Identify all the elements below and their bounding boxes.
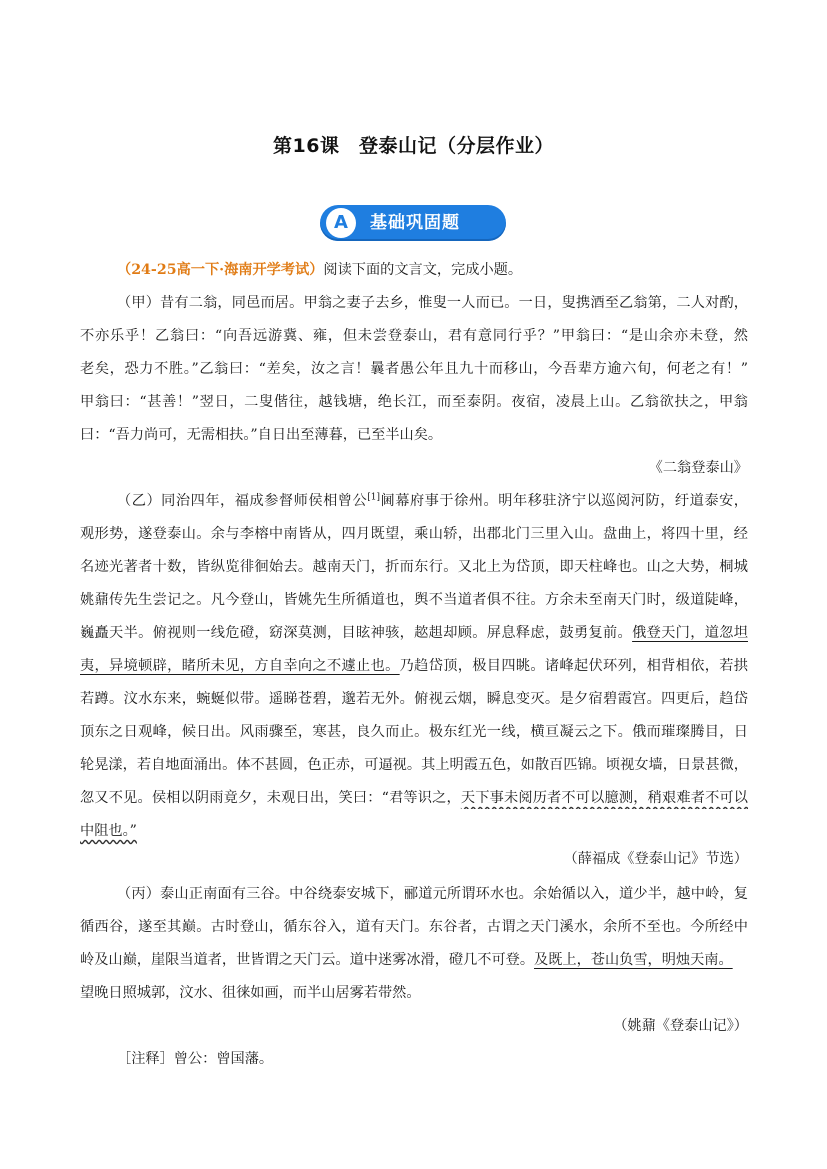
passage-b-attribution: （薛福成《登泰山记》节选） xyxy=(563,851,748,867)
passage-c-line xyxy=(80,949,748,979)
question-prompt: 阅读下面的文言文，完成小题。 xyxy=(323,262,523,278)
underlined-sentence: 夷，异境顿辟，睹所未见，方自幸向之不遽止也。 xyxy=(80,658,400,674)
passage-b-line xyxy=(80,655,748,677)
passage-b-line xyxy=(80,622,748,644)
section-badge-label: 基础巩固题 xyxy=(370,213,460,233)
page-title: 第16课 登泰山记（分层作业） xyxy=(273,135,554,157)
underlined-sentence: 俄登天门，道忽坦 xyxy=(632,625,748,641)
section-badge xyxy=(320,205,506,241)
passage-c-line: （丙）泰山正南面有三谷。中谷绕泰安城下，郦道元所谓环水也。余始循以入，道少半，越中岭，复 xyxy=(117,886,748,902)
question-source: （24-25高一下·海南开学考试） xyxy=(117,262,324,278)
wavy-underlined-sentence: 中阻也。” xyxy=(80,823,137,839)
passage-b-line: 姚鼐传先生尝记之。凡今登山，皆姚先生所循道也，舆不当道者俱不往。方余未至南天门时，级道陡峰， xyxy=(80,592,748,608)
passage-b-text: 阃幕府事于徐州。明年移驻济宁以巡阅河防，纡道泰安， xyxy=(379,493,748,509)
underlined-sentence: 及既上，苍山负雪，明烛天南。 xyxy=(534,952,733,968)
passage-b-line: 若蹲。汶水东来，蜿蜒似带。遥睇苍碧，邈若无外。俯视云烟，瞬息变灭。是夕宿碧霞宫。四更后，趋岱 xyxy=(80,691,748,707)
footnote-marker: [1] xyxy=(367,492,380,503)
passage-b-text: 忽又不见。侯相以阴雨竟夕，未观日出，笑曰：“君等识之， xyxy=(80,790,461,806)
passage-b-text: 乃趋岱顶，极目四眺。诸峰起伏环列，相背相依，若拱 xyxy=(399,658,748,674)
wavy-underlined-sentence: 天下事未阅历者不可以臆测，稍艰难者不可以 xyxy=(460,790,748,806)
passage-c-line: 望晚日照城郭，汶水、徂徕如画，而半山居雾若带然。 xyxy=(80,985,421,1001)
passage-b-line xyxy=(117,490,748,512)
passage-a-line: （甲）昔有二翁，同邑而居。甲翁之妻子去乡，惟叟一人而已。一日，叟携酒至乙翁第，二人对酌， xyxy=(117,295,748,311)
passage-a-line: 曰：“吾力尚可，无需相扶。”自日出至薄暮，已至半山矣。 xyxy=(80,427,443,443)
passage-c-line: 循西谷，遂至其巅。古时登山，循东谷入，道有天门。东谷者，古谓之天门溪水，余所不至也。今所经中 xyxy=(80,919,748,935)
passage-b-line xyxy=(80,820,748,850)
passage-b-line: 顶东之日观峰，候日出。风雨骤至，寒甚，良久而止。极东红光一线，横亘凝云之下。俄而璀璨腾目，日 xyxy=(80,724,748,740)
passage-a-line: 不亦乐乎！乙翁曰：“向吾远游冀、雍，但未尝登泰山，君有意同行乎？”甲翁曰：“是山余亦未登，然 xyxy=(80,328,748,344)
footnote: ［注释］曾公：曾国藩。 xyxy=(117,1051,274,1067)
section-badge-letter: A xyxy=(326,208,356,238)
passage-b-line: 轮晃漾，若自地面涌出。体不甚圆，色正赤，可逼视。其上明霞五色，如散百匹锦。顷视女墙，日景甚微， xyxy=(80,757,748,773)
passage-c-text: 岭及山巅，崖限当道者，世皆谓之天门云。道中迷雾冰滑，磴几不可登。 xyxy=(80,952,535,968)
passage-c-attribution: （姚鼐《登泰山记》） xyxy=(613,1018,748,1034)
passage-a-attribution: 《二翁登泰山》 xyxy=(648,460,748,476)
passage-a-line: 甲翁曰：“甚善！”翌日，二叟偕往，越钱塘，绝长江，而至泰阴。夜宿，凌晨上山。乙翁欲扶之，甲翁 xyxy=(80,394,748,410)
passage-a-line: 老矣，恐力不胜。”乙翁曰：“差矣，汝之言！曩者愚公年且九十而移山，今吾辈方逾六旬，何老之有！” xyxy=(80,361,748,377)
passage-b-line xyxy=(80,787,748,809)
passage-b-text: （乙）同治四年，福成参督师侯相曾公 xyxy=(117,493,368,509)
question-header xyxy=(117,259,748,281)
passage-b-text: 巍矗天半。俯视则一线危磴，窈深莫测，目眩神骇，趑趄却顾。屏息释虑，鼓勇复前。 xyxy=(80,625,633,641)
passage-b-line: 观形势，遂登泰山。余与李榕中南皆从，四月既望，乘山轿，出郡北门三里入山。盘曲上，将四十里，经 xyxy=(80,526,748,542)
passage-b-line: 名迹光著者十数，皆纵览徘徊始去。越南天门，折而东行。又北上为岱顶，即天柱峰也。山之大势，桐城 xyxy=(80,559,748,575)
